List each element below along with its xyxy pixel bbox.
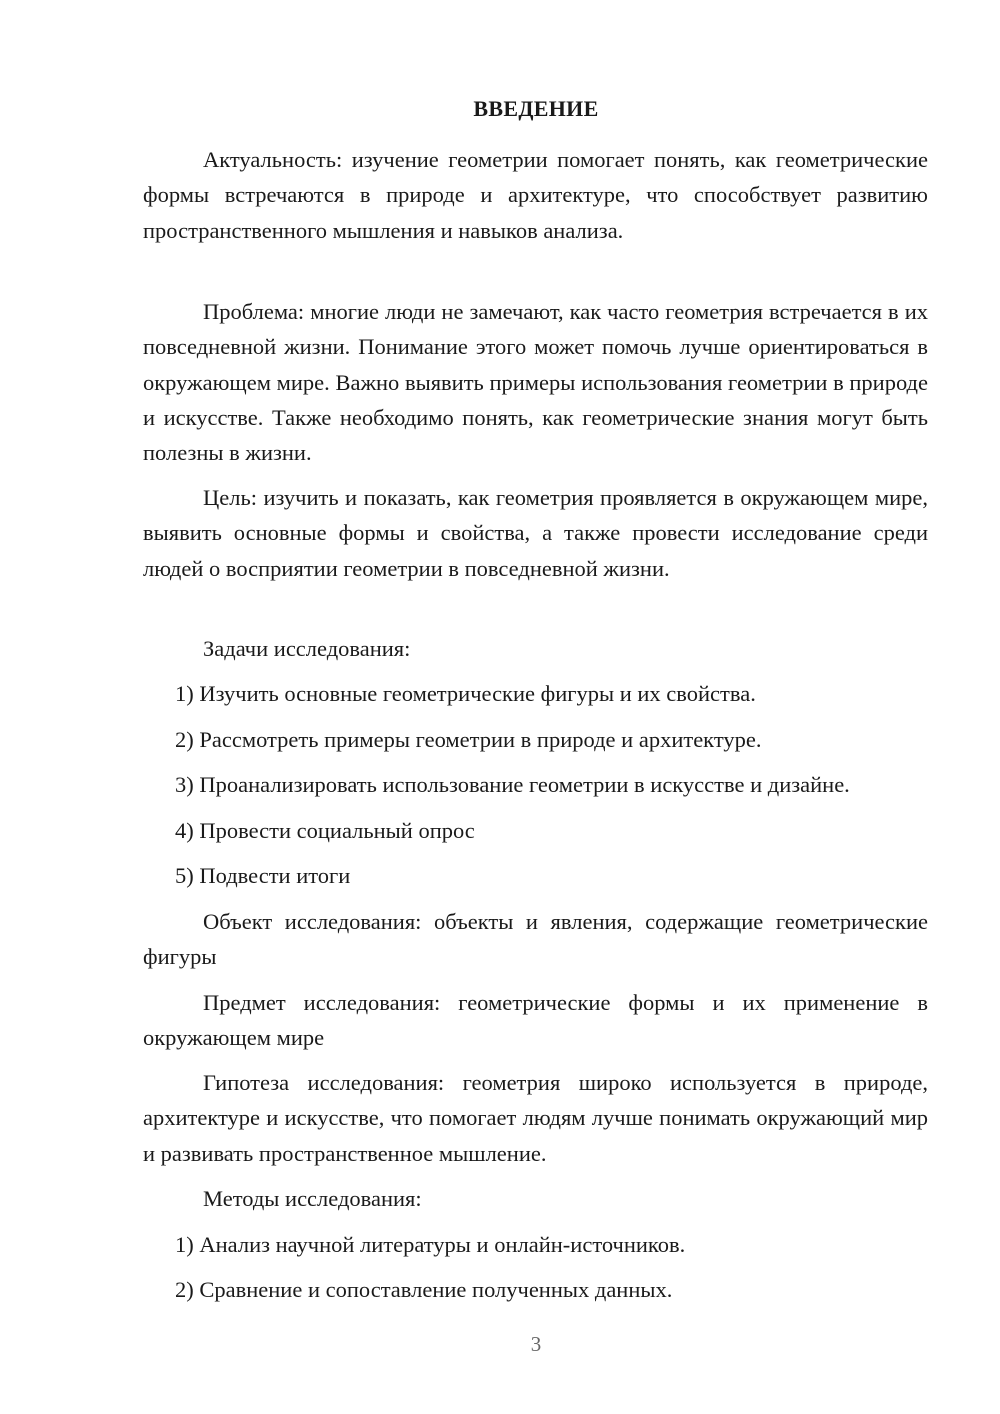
hypothesis-paragraph: Гипотеза исследования: геометрия широко используется в природе, архитектуре и искусстве, что помогает людям лучше понимать окружающий мир и развивать пространственное мышление. [143,1070,928,1166]
section-title: ВВЕДЕНИЕ [473,96,599,121]
task-item: 5) Подвести итоги [175,863,351,888]
task-item: 2) Рассмотреть примеры геометрии в природе и архитектуре. [175,727,762,752]
page-number: 3 [530,1332,542,1356]
goal-paragraph: Цель: изучить и показать, как геометрия проявляется в окружающем мире, выявить основные формы и свойства, а также провести исследование среди людей о восприятии геометрии в повседневной жизни. [143,485,928,581]
actuality-paragraph: Актуальность: изучение геометрии помогает понять, как геометрические формы встречаются в природе и архитектуре, что способствует развитию пространственного мышления и навыков анализа. [143,147,928,243]
object-paragraph: Объект исследования: объекты и явления, содержащие геометрические фигуры [143,909,928,970]
tasks-heading: Задачи исследования: [203,636,411,661]
task-item: 3) Проанализировать использование геометрии в искусстве и дизайне. [175,772,850,797]
subject-paragraph: Предмет исследования: геометрические формы и их применение в окружающем мире [143,990,928,1051]
method-item: 1) Анализ научной литературы и онлайн-источников. [175,1232,686,1257]
method-item: 2) Сравнение и сопоставление полученных данных. [175,1277,673,1302]
problem-paragraph: Проблема: многие люди не замечают, как часто геометрия встречается в их повседневной жизни. Понимание этого может помочь лучше ориентироваться в окружающем мире. Важно выявить примеры использования геометрии в природе и искусстве. Также необходимо понять, как геометрические знания могут быть полезны в жизни. [143,299,928,466]
task-item: 4) Провести социальный опрос [175,818,475,843]
methods-heading: Методы исследования: [203,1186,422,1211]
task-item: 1) Изучить основные геометрические фигуры и их свойства. [175,681,756,706]
